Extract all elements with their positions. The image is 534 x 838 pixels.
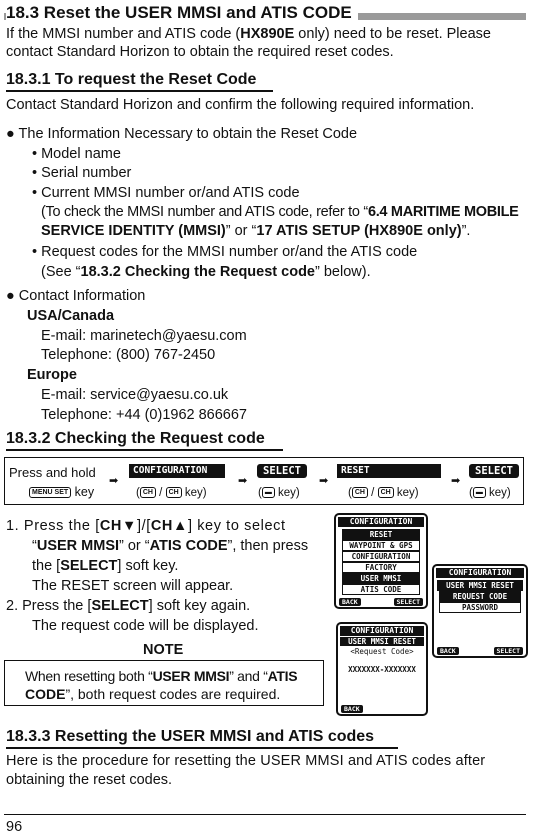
list-item: • Serial number xyxy=(32,165,132,181)
note-title: NOTE xyxy=(143,642,184,658)
lcd-screen-user-mmsi-reset xyxy=(432,564,528,658)
footer-rule xyxy=(4,814,526,815)
flow-arrow-icon: ➡ xyxy=(451,475,461,487)
screen-title: CONFIGURATION xyxy=(340,626,424,636)
lcd-screen-configuration-menu xyxy=(334,513,428,609)
flow-lcd-configuration: CONFIGURATION xyxy=(129,464,225,478)
operation-flow-bar xyxy=(4,457,524,505)
flow-arrow-icon: ➡ xyxy=(109,475,119,487)
section-title: 18.3 Reset the USER MMSI and ATIS CODE xyxy=(6,3,358,23)
screen-menu-item: RESET xyxy=(342,529,420,540)
screen-select-softkey: SELECT xyxy=(394,598,423,606)
screen-title: CONFIGURATION xyxy=(436,568,524,578)
subsection-title-resetting: 18.3.3 Resetting the USER MMSI and ATIS codes xyxy=(6,728,375,745)
check-reference-line1: (To check the MMSI number and ATIS code, refer to “6.4 MARITIME MOBILE xyxy=(41,204,519,220)
region-heading-europe: Europe xyxy=(27,367,77,383)
step2-line2: The request code will be displayed. xyxy=(32,618,259,634)
screen-title: CONFIGURATION xyxy=(338,517,424,527)
flow-lcd-reset: RESET xyxy=(337,464,441,478)
section-intro-line1: If the MMSI number and ATIS code (HX890E only) need to be reset. Please xyxy=(6,26,491,42)
ch-down-key-icon: CH xyxy=(352,487,368,498)
screen-back-softkey: BACK xyxy=(341,705,363,713)
screen-menu-item: ATIS CODE xyxy=(342,584,420,595)
note-line1: When resetting both “USER MMSI” and “ATIS xyxy=(25,668,298,684)
bullet-contact-info: ● Contact Information xyxy=(6,288,146,304)
flow-arrow-icon: ➡ xyxy=(319,475,329,487)
flow-sub-ch-keys: ( CH / CH key) xyxy=(348,487,419,499)
screen-request-code-value: XXXXXXX-XXXXXXX xyxy=(348,665,416,674)
list-item: • Request codes for the MMSI number or/and the ATIS code xyxy=(32,244,418,260)
subsection-title-request: 18.3.1 To request the Reset Code xyxy=(6,71,257,88)
screen-request-code-label: <Request Code> xyxy=(350,647,414,656)
select-key-icon: ▬ xyxy=(262,487,275,498)
screen-menu-item: REQUEST CODE xyxy=(439,591,521,602)
see-reference: (See “18.3.2 Checking the Request code” below). xyxy=(41,264,371,280)
screen-select-softkey: SELECT xyxy=(494,647,523,655)
flow-select-softkey-1: SELECT xyxy=(257,464,307,478)
list-item: • Current MMSI number or/and ATIS code xyxy=(32,185,300,201)
subsection-underline xyxy=(6,90,273,92)
ch-up-key-icon: CH xyxy=(378,487,394,498)
screen-menu-item: CONFIGURATION xyxy=(342,551,420,562)
europe-telephone: Telephone: +44 (0)1962 866667 xyxy=(41,407,247,423)
ch-up-key-icon: CH xyxy=(166,487,182,498)
subsection-title-checking: 18.3.2 Checking the Request code xyxy=(6,430,265,447)
check-reference-line2: SERVICE IDENTITY (MMSI)” or “17 ATIS SETUP (HX890E only)”. xyxy=(41,223,471,239)
usa-telephone: Telephone: (800) 767-2450 xyxy=(41,347,216,363)
bullet-info-necessary: ● The Information Necessary to obtain the Reset Code xyxy=(6,126,358,142)
flow-menu-key: MENU SET key xyxy=(29,485,94,499)
screen-menu-item: PASSWORD xyxy=(439,602,521,613)
page-number: 96 xyxy=(6,819,23,835)
flow-sub-ch-keys: ( CH / CH key) xyxy=(136,487,207,499)
screen-back-softkey: BACK xyxy=(437,647,459,655)
section-intro-line2: contact Standard Horizon to obtain the required reset codes. xyxy=(6,44,394,60)
select-key-icon: ▬ xyxy=(473,487,486,498)
step1-line1: 1. Press the [CH▼]/[CH▲] key to select xyxy=(6,518,286,534)
screen-menu-item: USER MMSI RESET xyxy=(437,580,523,591)
note-line2: CODE”, both request codes are required. xyxy=(25,686,281,702)
subsection-underline xyxy=(6,747,398,749)
flow-arrow-icon: ➡ xyxy=(238,475,248,487)
screen-subtitle: USER MMSI RESET xyxy=(340,637,424,646)
request-intro: Contact Standard Horizon and confirm the following required information. xyxy=(6,97,475,113)
resetting-intro-line2: obtaining the reset codes. xyxy=(6,772,173,788)
list-item: • Model name xyxy=(32,146,121,162)
screen-back-softkey: BACK xyxy=(339,598,361,606)
note-box xyxy=(4,660,324,706)
flow-sub-select-key: ( ▬ key) xyxy=(258,487,300,499)
step2-line1: 2. Press the [SELECT] soft key again. xyxy=(6,598,251,614)
step1-line4: The RESET screen will appear. xyxy=(32,578,234,594)
lcd-screen-request-code xyxy=(336,622,428,716)
europe-email: E-mail: service@yaesu.co.uk xyxy=(41,387,229,403)
screen-menu-item: WAYPOINT & GPS xyxy=(342,540,420,551)
subsection-underline xyxy=(6,449,283,451)
step1-line3: the [SELECT] soft key. xyxy=(32,558,179,574)
menu-set-key-icon: MENU SET xyxy=(29,487,71,498)
screen-menu-item: FACTORY xyxy=(342,562,420,573)
ch-down-key-icon: CH xyxy=(140,487,156,498)
flow-sub-select-key: ( ▬ key) xyxy=(469,487,511,499)
flow-press-hold: Press and hold xyxy=(9,465,96,480)
step1-line2: “USER MMSI” or “ATIS CODE”, then press xyxy=(32,538,309,554)
usa-email: E-mail: marinetech@yaesu.com xyxy=(41,328,247,344)
flow-select-softkey-2: SELECT xyxy=(469,464,519,478)
resetting-intro-line1: Here is the procedure for resetting the USER MMSI and ATIS codes after xyxy=(6,753,486,769)
region-heading-usa: USA/Canada xyxy=(27,308,115,324)
screen-menu-item: USER MMSI xyxy=(342,573,420,584)
